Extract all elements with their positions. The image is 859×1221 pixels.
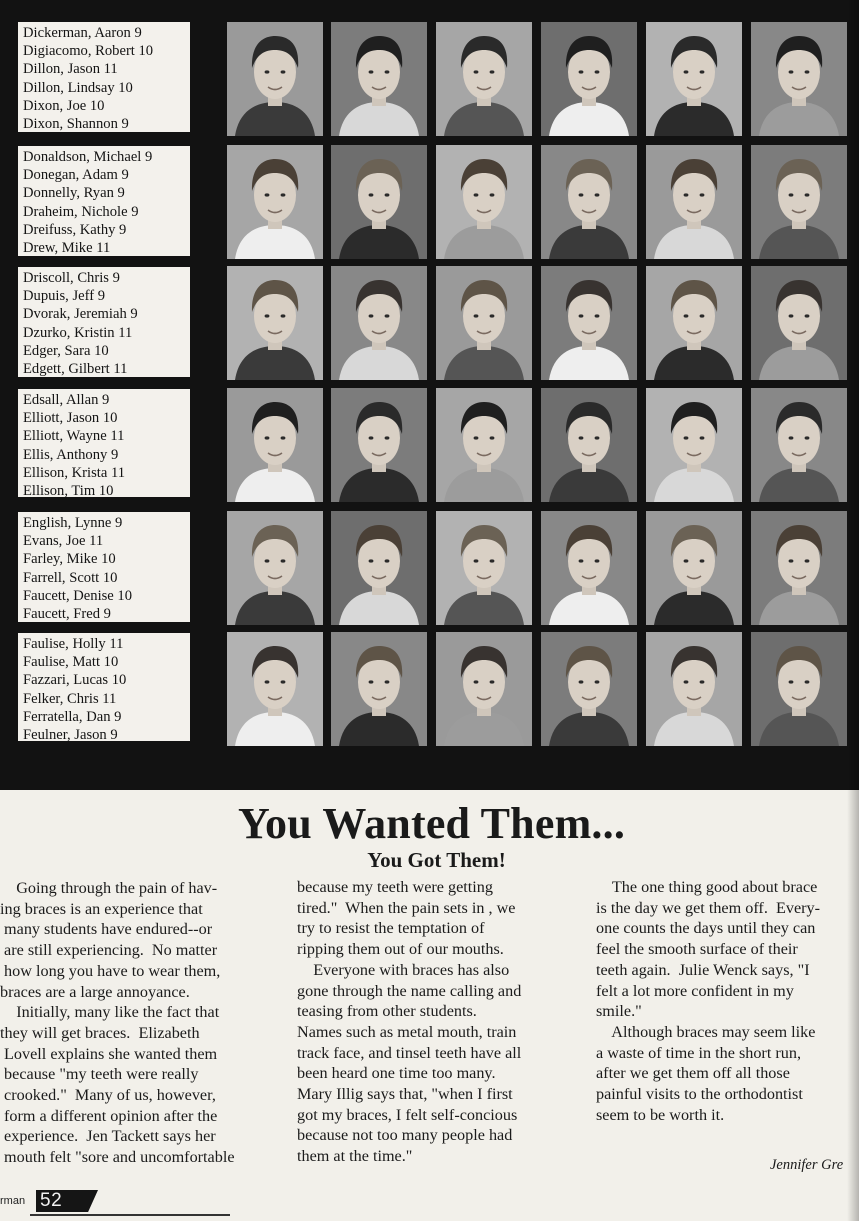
student-portrait (331, 388, 427, 502)
student-name: Dvorak, Jeremiah 9 (23, 306, 138, 323)
student-name: Dillon, Jason 11 (23, 61, 118, 78)
student-name: Faucett, Fred 9 (23, 606, 111, 623)
article-line: tired." When the pain sets in , we (297, 898, 516, 917)
portrait-icon (331, 145, 427, 259)
portrait-icon (751, 388, 847, 502)
article-line: is the day we get them off. Every- (596, 898, 821, 917)
article-line: Names such as metal mouth, train (297, 1022, 517, 1041)
name-box-1 (18, 22, 190, 132)
student-portrait (646, 388, 742, 502)
article-column-3 (596, 877, 859, 1125)
student-portrait (436, 266, 532, 380)
article-line: Although braces may seem like (596, 1022, 816, 1041)
name-box-3 (18, 267, 190, 377)
student-portrait (751, 266, 847, 380)
portrait-icon (751, 266, 847, 380)
student-name: Elliott, Jason 10 (23, 410, 118, 427)
footer-rule (30, 1214, 230, 1216)
student-portrait (541, 511, 637, 625)
article-line: track face, and tinsel teeth have all (297, 1043, 522, 1062)
student-portrait (436, 511, 532, 625)
student-name: Driscoll, Chris 9 (23, 270, 120, 286)
portrait-icon (331, 388, 427, 502)
portrait-icon (646, 632, 742, 746)
student-name: Dzurko, Kristin 11 (23, 324, 133, 341)
article-line: smile." (596, 1002, 642, 1021)
portrait-icon (646, 388, 742, 502)
student-name: Evans, Joe 11 (23, 533, 104, 550)
portrait-icon (541, 22, 637, 136)
article-column-2 (297, 877, 577, 1167)
student-name: Edger, Sara 10 (23, 342, 109, 359)
portrait-icon (436, 266, 532, 380)
student-name: Faulise, Matt 10 (23, 654, 119, 671)
article-line: they will get braces. Elizabeth (0, 1023, 200, 1042)
portrait-icon (331, 22, 427, 136)
article-line: got my braces, I felt self-concious (297, 1105, 518, 1124)
article-line: a waste of time in the short run, (596, 1043, 801, 1062)
article-line: are still experiencing. No matter (0, 941, 218, 960)
student-portrait (227, 388, 323, 502)
student-name: Dixon, Shannon 9 (23, 116, 129, 133)
student-name: Faucett, Denise 10 (23, 587, 133, 604)
article-column-1 (0, 878, 285, 1168)
student-name: Ellis, Anthony 9 (23, 446, 119, 463)
article-line: many students have endured--or (0, 920, 213, 939)
article-line: mouth felt "sore and uncomfortable (0, 1148, 235, 1167)
name-box-6 (18, 633, 190, 744)
student-portrait (646, 511, 742, 625)
student-portrait (436, 145, 532, 259)
student-name: Donaldson, Michael 9 (23, 149, 153, 165)
article-line: been heard one time too many. (297, 1064, 496, 1083)
student-name: Elliott, Wayne 11 (23, 428, 125, 445)
portrait-icon (436, 388, 532, 502)
student-portrait (751, 22, 847, 136)
student-portrait (331, 632, 427, 746)
article-line: The one thing good about brace (596, 878, 818, 896)
headline: You Wanted Them... (237, 799, 626, 848)
student-portrait (541, 632, 637, 746)
student-name: Dixon, Joe 10 (23, 97, 105, 114)
article-line: one counts the days until they can (596, 919, 816, 938)
portrait-icon (646, 22, 742, 136)
portrait-icon (227, 388, 323, 502)
portrait-icon (227, 266, 323, 380)
article-line: painful visits to the orthodontist (596, 1085, 803, 1104)
student-portrait (331, 145, 427, 259)
student-name: Faulise, Holly 11 (23, 636, 124, 652)
student-portrait (227, 22, 323, 136)
portrait-icon (331, 632, 427, 746)
portrait-icon (436, 632, 532, 746)
student-name: Farley, Mike 10 (23, 551, 116, 568)
page-number: 52 (40, 1190, 63, 1211)
student-name: Felker, Chris 11 (23, 690, 117, 707)
article-line: Everyone with braces has also (297, 960, 510, 979)
article-line: after we get them off all those (596, 1064, 790, 1083)
student-name: English, Lynne 9 (23, 515, 123, 531)
student-name: Fazzari, Lucas 10 (23, 672, 127, 689)
portrait-icon (436, 511, 532, 625)
student-portrait (751, 388, 847, 502)
subheadline: You Got Them! (367, 848, 506, 872)
article-line: form a different opinion after the (0, 1106, 218, 1125)
name-box-5 (18, 512, 190, 622)
student-name: Ellison, Krista 11 (23, 464, 126, 481)
student-portrait (436, 632, 532, 746)
article-line: try to resist the temptation of (297, 919, 485, 938)
student-portrait (227, 511, 323, 625)
portrait-icon (331, 511, 427, 625)
portrait-icon (227, 22, 323, 136)
student-portrait (646, 145, 742, 259)
article-line: gone through the name calling and (297, 981, 522, 1000)
portrait-icon (541, 145, 637, 259)
student-name: Drew, Mike 11 (23, 240, 111, 257)
article-line: because not too many people had (297, 1126, 513, 1145)
portrait-icon (541, 266, 637, 380)
student-portrait (436, 22, 532, 136)
portrait-icon (751, 511, 847, 625)
article-line: ing braces is an experience that (0, 899, 203, 918)
portrait-icon (227, 511, 323, 625)
portrait-icon (751, 22, 847, 136)
student-name: Dupuis, Jeff 9 (23, 288, 106, 305)
student-portrait (646, 632, 742, 746)
student-portrait (331, 511, 427, 625)
student-portrait (751, 511, 847, 625)
student-portrait (227, 632, 323, 746)
student-name: Ferratella, Dan 9 (23, 708, 122, 725)
name-box-4 (18, 389, 190, 500)
student-name: Dillon, Lindsay 10 (23, 79, 133, 96)
portrait-icon (541, 511, 637, 625)
student-name: Feulner, Jason 9 (23, 727, 118, 744)
student-name: Farrell, Scott 10 (23, 569, 118, 586)
portrait-icon (541, 632, 637, 746)
article-line: Going through the pain of hav- (0, 879, 218, 897)
name-box-2 (18, 146, 190, 256)
portrait-icon (436, 22, 532, 136)
article-line: Mary Illig says that, "when I first (297, 1085, 513, 1104)
article-line: how long you have to wear them, (0, 961, 221, 980)
student-portrait (541, 266, 637, 380)
portrait-icon (751, 145, 847, 259)
student-portrait (541, 388, 637, 502)
article-line: braces are a large annoyance. (0, 982, 190, 1001)
student-portrait (331, 266, 427, 380)
article-line: seem to be worth it. (596, 1105, 725, 1124)
article-line: Initially, many like the fact that (0, 1003, 220, 1022)
article-line: teasing from other students. (297, 1002, 477, 1021)
article-line: feel the smooth surface of their (596, 940, 798, 959)
article-line: crooked." Many of us, however, (0, 1086, 216, 1105)
student-portrait (227, 266, 323, 380)
student-portrait (751, 145, 847, 259)
portrait-icon (751, 632, 847, 746)
student-name: Donnelly, Ryan 9 (23, 185, 125, 202)
byline: Jennifer Gre (770, 1157, 844, 1173)
portrait-icon (331, 266, 427, 380)
article-line: Lovell explains she wanted them (0, 1044, 218, 1063)
student-portrait (541, 145, 637, 259)
article-line: experience. Jen Tackett says her (0, 1127, 216, 1146)
student-portrait (541, 22, 637, 136)
article-line: teeth again. Julie Wenck says, "I (596, 960, 810, 979)
student-name: Dreifuss, Kathy 9 (23, 221, 127, 238)
student-portrait (646, 22, 742, 136)
portrait-icon (646, 511, 742, 625)
student-portrait (227, 145, 323, 259)
article-line: because "my teeth were really (0, 1065, 199, 1084)
portrait-icon (227, 632, 323, 746)
folio-label: rman (0, 1195, 26, 1207)
student-name: Donegan, Adam 9 (23, 167, 129, 184)
student-name: Ellison, Tim 10 (23, 483, 114, 500)
portrait-icon (541, 388, 637, 502)
article-line: because my teeth were getting (297, 878, 493, 896)
student-portrait (436, 388, 532, 502)
portrait-icon (646, 145, 742, 259)
student-portrait (751, 632, 847, 746)
portrait-icon (436, 145, 532, 259)
student-name: Edsall, Allan 9 (23, 392, 110, 408)
student-name: Dickerman, Aaron 9 (23, 25, 142, 41)
article-line: felt a lot more confident in my (596, 981, 794, 1000)
article-line: them at the time." (297, 1147, 413, 1166)
student-name: Draheim, Nichole 9 (23, 203, 139, 220)
student-portrait (331, 22, 427, 136)
student-name: Digiacomo, Robert 10 (23, 43, 154, 60)
portrait-icon (227, 145, 323, 259)
article-line: ripping them out of our mouths. (297, 940, 504, 959)
portrait-icon (646, 266, 742, 380)
student-name: Edgett, Gilbert 11 (23, 361, 128, 378)
student-portrait (646, 266, 742, 380)
